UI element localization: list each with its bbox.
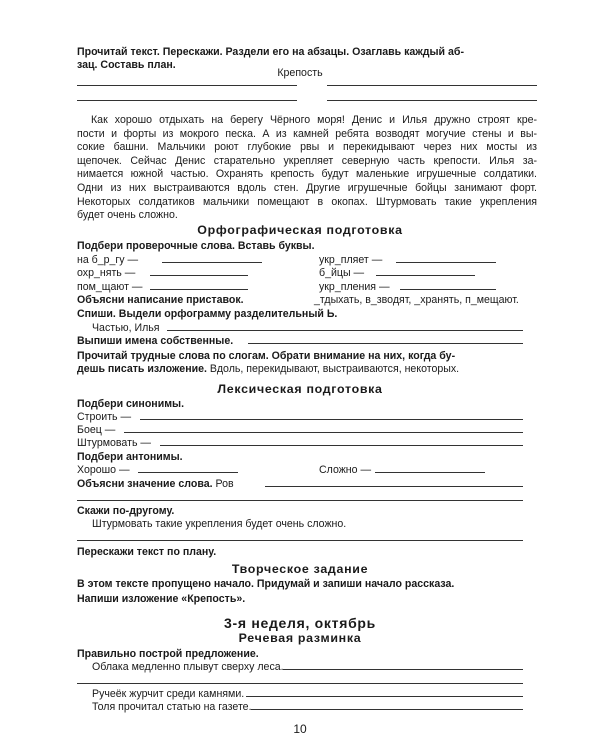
task-check-words: Подбери проверочные слова. Вставь буквы. (77, 240, 315, 252)
task-soft-sign: Спиши. Выдели орфограмму разделительный Ь. (77, 308, 338, 320)
story-title: Крепость (277, 67, 323, 79)
answer-line[interactable] (376, 275, 475, 276)
word-item: охр_нять — (77, 267, 136, 279)
plan-line[interactable] (327, 85, 537, 86)
task-meaning (77, 478, 234, 491)
answer-line[interactable] (375, 472, 485, 473)
answer-line[interactable] (77, 683, 523, 684)
section-heading-creative: Творческое задание (231, 562, 369, 576)
answer-line[interactable] (150, 289, 248, 290)
antonym-item: Хорошо — (77, 464, 130, 476)
task-hard-words-1: Прочитай трудные слова по слогам. Обрати внимание на них, когда бу- (77, 350, 456, 362)
story-line: щепочек. Сейчас Денис старательно укрепляет северную часть крепости. Илья за- (77, 154, 537, 167)
answer-line[interactable] (77, 500, 523, 501)
week-subheading: Речевая разминка (238, 631, 362, 645)
answer-line[interactable] (150, 275, 248, 276)
task-build-sentence: Правильно построй предложение. (77, 648, 259, 660)
story-line: Как хорошо отдыхать на берегу Чёрного моря! Денис и Илья дружно строят кре- (91, 114, 537, 126)
rephrase-text: Штурмовать такие укрепления будет очень сложно. (92, 518, 347, 530)
plan-line[interactable] (77, 85, 297, 86)
creative-line-1: В этом тексте пропущено начало. Придумай и запиши начало рассказа. (77, 578, 455, 590)
task-prefix: Объясни написание приставок. (77, 294, 244, 306)
antonym-item: Сложно — (319, 464, 372, 476)
answer-line[interactable] (265, 486, 523, 487)
synonym-item: Строить — (77, 411, 132, 423)
story-line: будет очень сложно. (77, 209, 178, 222)
answer-line[interactable] (160, 445, 523, 446)
story-line: Одни из них выстраиваются вдоль стен. Другие игрушечные бойцы занимают форт. (77, 181, 537, 194)
task-retell: Перескажи текст по плану. (77, 546, 217, 558)
prefix-words: _тдыхать, в_зводят, _хранять, п_мещают. (314, 294, 519, 306)
task-synonyms: Подбери синонимы. (77, 398, 185, 410)
word-item: на б_р_гу — (77, 254, 139, 266)
plan-line[interactable] (327, 100, 537, 101)
page-number: 10 (293, 722, 307, 736)
task-hard-words-2 (77, 363, 459, 376)
story-line: сокие башни. Мальчики роют глубокие рвы и перекидывают через них мосты из (77, 141, 537, 154)
hard-words-label: дешь писать изложение. (77, 363, 207, 375)
story-line: Некоторых солдатиков мальчики помещают в окопах. Штурмовать такие укрепления (77, 195, 537, 208)
answer-line[interactable] (124, 432, 523, 433)
word-item: б_йцы — (319, 267, 365, 279)
answer-line[interactable] (396, 262, 496, 263)
sentence-item: Ручеёк журчит среди камнями. (92, 688, 245, 700)
meaning-label: Объясни значение слова. (77, 478, 213, 490)
answer-line[interactable] (138, 472, 238, 473)
instruction-line-2: зац. Составь план. (77, 59, 176, 71)
section-heading-orthography: Орфографическая подготовка (197, 223, 403, 237)
word-item: укр_пления — (319, 281, 390, 293)
answer-line[interactable] (400, 289, 496, 290)
story-line: пости и форты из мокрого песка. А из камней ребята возводят могучие стены и вы- (77, 127, 537, 140)
section-heading-lexical: Лексическая подготовка (217, 382, 383, 396)
task-rephrase: Скажи по-другому. (77, 505, 175, 517)
answer-line[interactable] (248, 343, 523, 344)
story-text (77, 114, 537, 223)
copy-text: Частью, Илья (92, 322, 160, 334)
answer-line[interactable] (246, 696, 523, 697)
plan-line[interactable] (77, 100, 297, 101)
answer-line[interactable] (162, 262, 262, 263)
answer-line[interactable] (140, 419, 523, 420)
instruction-line-1: Прочитай текст. Перескажи. Раздели его на абзацы. Озаглавь каждый аб- (77, 46, 464, 58)
creative-line-2: Напиши изложение «Крепость». (77, 593, 246, 605)
sentence-item: Толя прочитал статью на газете. (92, 701, 252, 713)
answer-line[interactable] (283, 669, 523, 670)
synonym-item: Штурмовать — (77, 437, 152, 449)
word-item: пом_щают — (77, 281, 143, 293)
synonym-item: Боец — (77, 424, 116, 436)
week-heading: 3-я неделя, октябрь (224, 615, 376, 631)
story-line: нимается южной частью. Охранять крепость будут маленькие игрушечные солдатики. (77, 168, 537, 181)
answer-line[interactable] (251, 709, 523, 710)
task-proper-names: Выпиши имена собственные. (77, 335, 234, 347)
word-item: укр_пляет — (319, 254, 383, 266)
answer-line[interactable] (77, 540, 523, 541)
sentence-item: Облака медленно плывут сверху леса. (92, 661, 284, 673)
task-antonyms: Подбери антонимы. (77, 451, 183, 463)
answer-line[interactable] (167, 330, 523, 331)
meaning-word: Ров (215, 478, 234, 490)
hard-words-list: Вдоль, перекидывают, выстраиваются, некоторых. (209, 363, 460, 375)
